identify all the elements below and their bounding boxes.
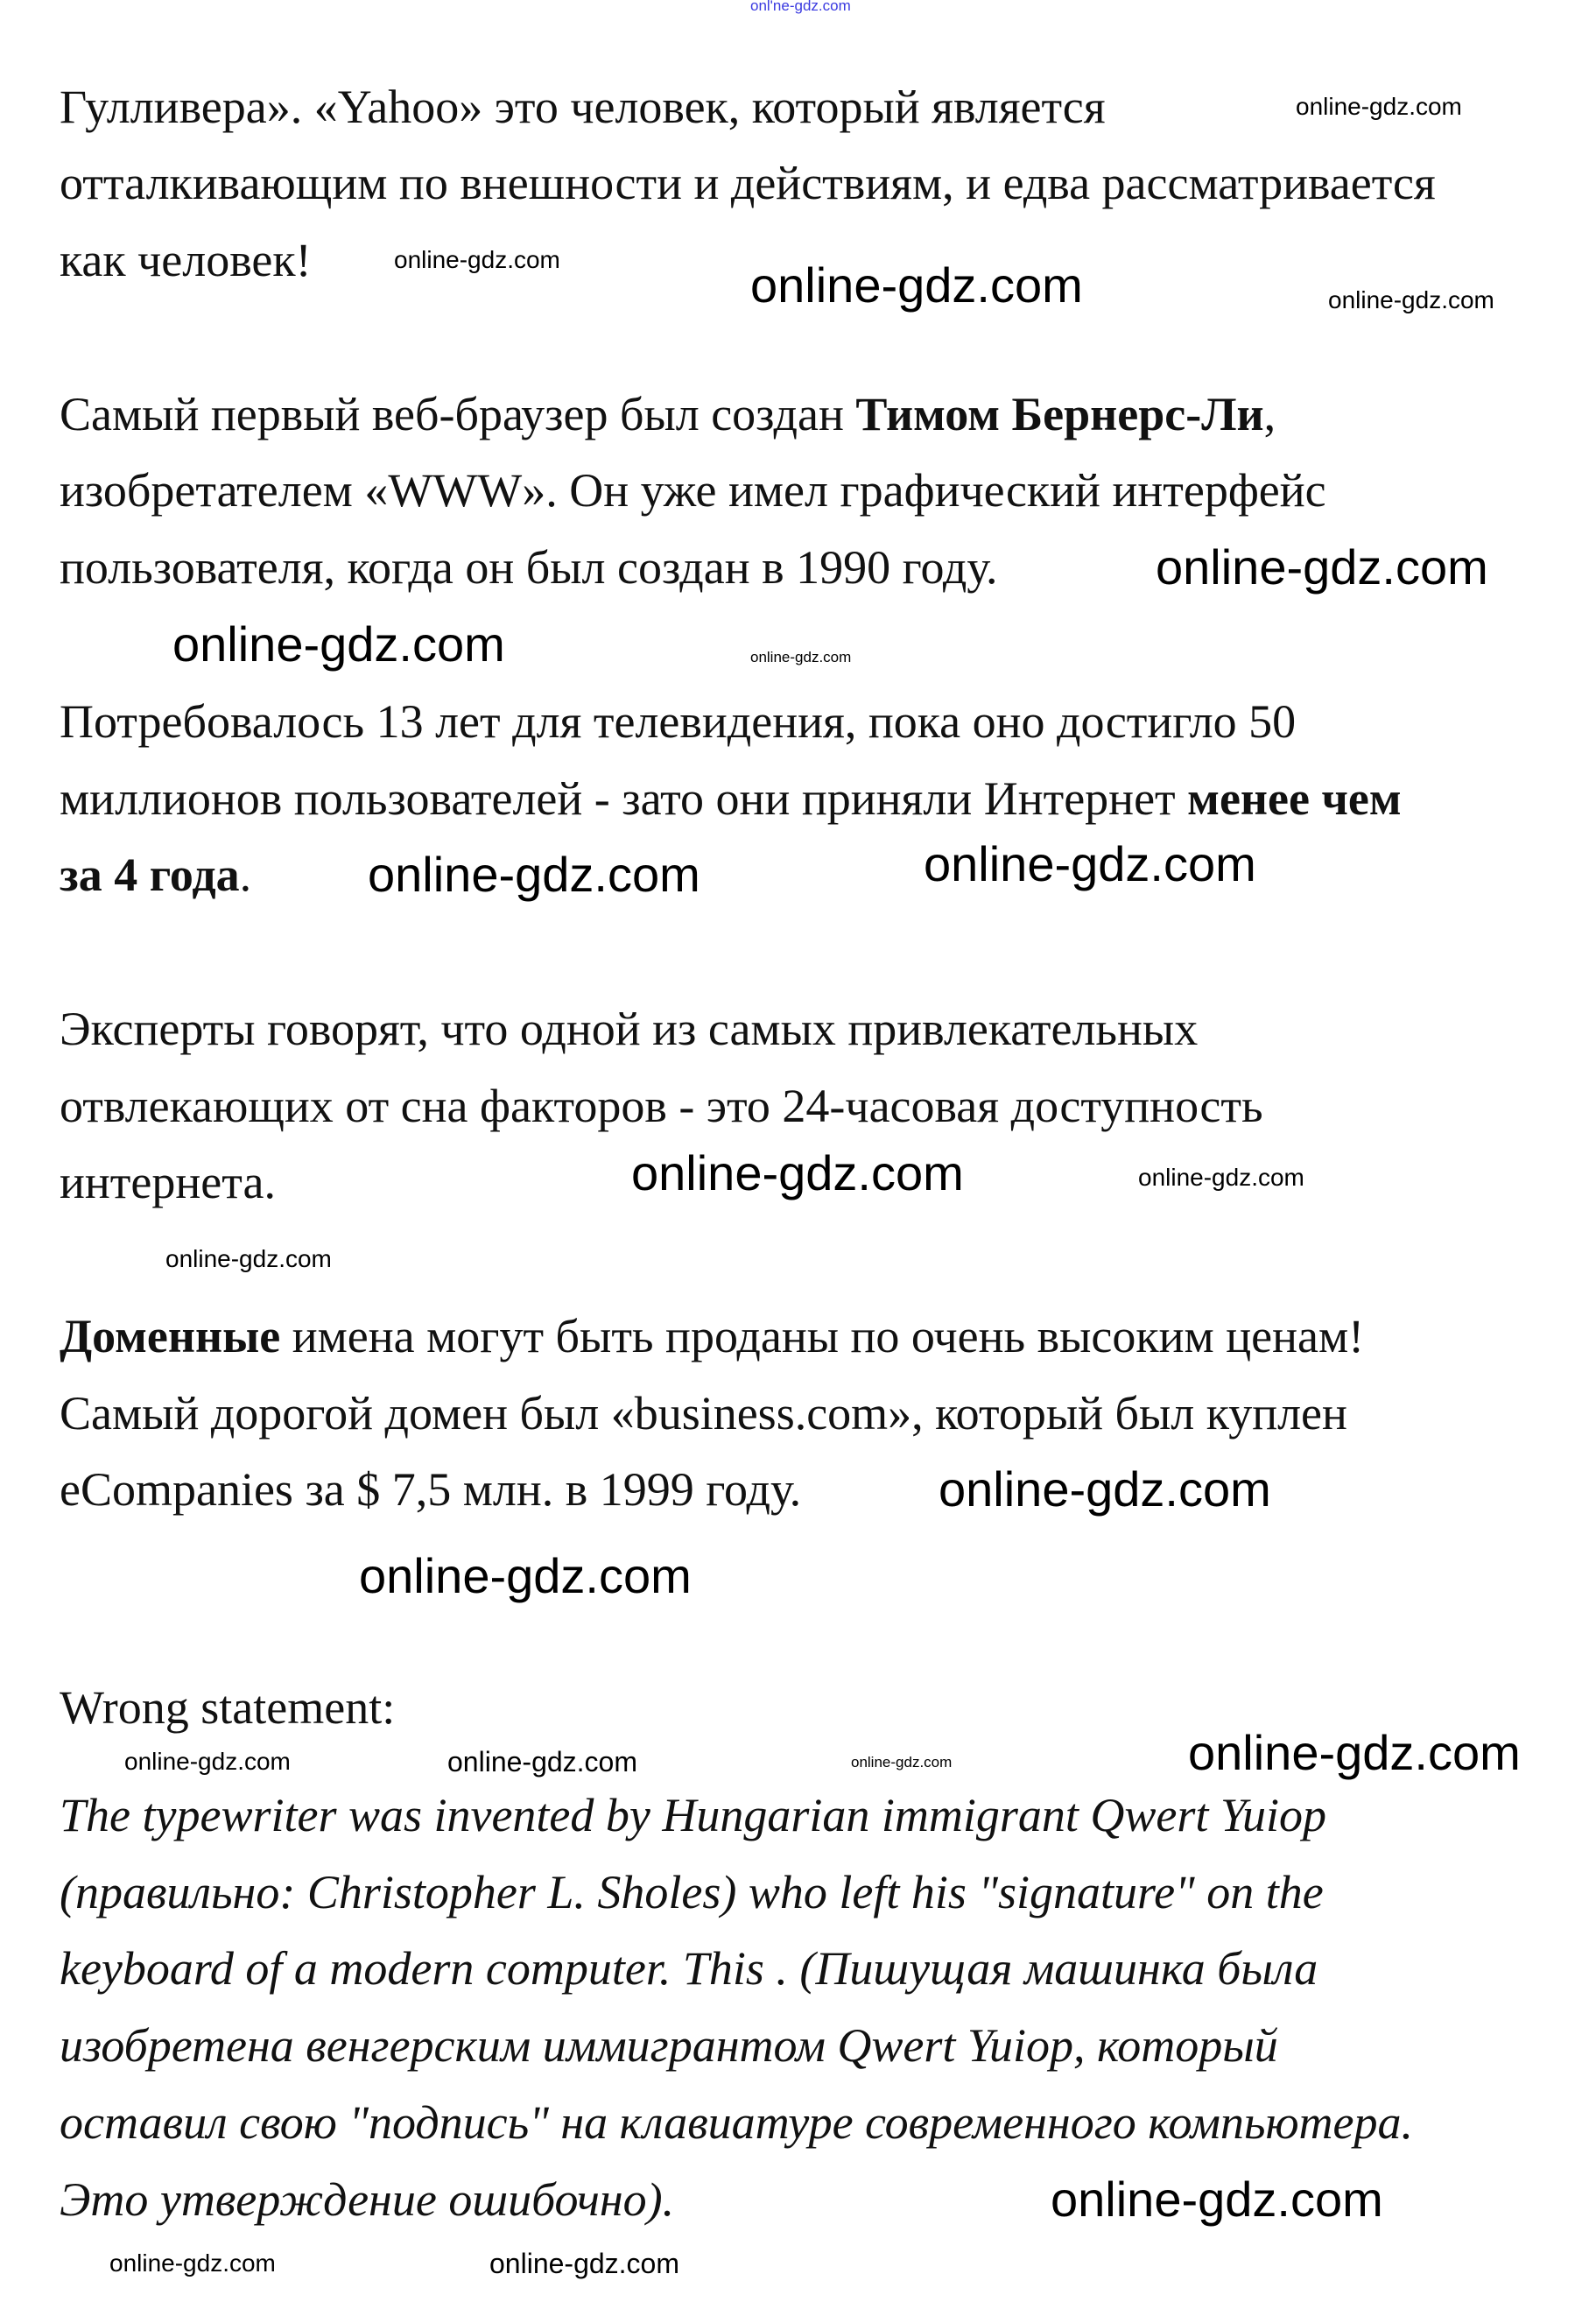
watermark: online-gdz.com	[750, 257, 1083, 313]
text-segment: пользователя, когда он был создан в 1990 году.	[60, 541, 998, 594]
watermark: online-gdz.com	[750, 648, 852, 665]
text-line	[60, 694, 1296, 749]
text-segment: интернета.	[60, 1156, 276, 1208]
watermark: online-gdz.com	[368, 847, 700, 902]
text-line	[60, 156, 1436, 210]
text-line	[60, 1941, 1318, 1996]
text-segment: ,	[1263, 388, 1276, 440]
bold-text: Доменные	[60, 1310, 281, 1362]
watermark: online-gdz.com	[172, 616, 505, 672]
text-segment: как человек!	[60, 234, 312, 286]
watermark: online-gdz.com	[489, 2248, 679, 2279]
text-segment: Это утверждение ошибочно).	[60, 2173, 675, 2226]
text-segment: Потребовалось 13 лет для телевидения, пока оно достигло 50	[60, 695, 1297, 748]
watermark: online-gdz.com	[394, 246, 560, 273]
watermark: online-gdz.com	[447, 1746, 637, 1778]
watermark: online-gdz.com	[1138, 1164, 1304, 1191]
bold-text: Тимом Бернерс-Ли	[855, 388, 1264, 440]
text-line	[60, 1788, 1326, 1842]
watermark: online-gdz.com	[165, 1245, 332, 1272]
text-line	[60, 848, 251, 902]
text-line	[60, 233, 312, 287]
text-segment: eCompanies за $ 7,5 млн. в 1999 году.	[60, 1463, 802, 1516]
text-segment: имена могут быть проданы по очень высоким ценам!	[280, 1310, 1365, 1362]
watermark: online-gdz.com	[1328, 286, 1494, 313]
watermark: online-gdz.com	[1188, 1725, 1521, 1780]
text-line	[60, 2172, 674, 2227]
text-line	[60, 2018, 1278, 2073]
text-line	[60, 1386, 1347, 1440]
text-segment: Самый первый веб-браузер был создан	[60, 388, 856, 440]
text-line	[60, 540, 997, 595]
watermark: online-gdz.com	[924, 836, 1256, 891]
watermark: online-gdz.com	[851, 1753, 953, 1770]
text-line	[60, 80, 1106, 134]
text-segment: изобретателем «WWW». Он уже имел графический интерфейс	[60, 464, 1326, 517]
text-line	[60, 1865, 1324, 1919]
text-segment: Самый дорогой домен был «business.com», который был куплен	[60, 1387, 1347, 1440]
watermark: online-gdz.com	[1051, 2172, 1383, 2227]
text-line	[60, 1079, 1263, 1133]
text-segment: Гулливера». «Yahoo» это человек, который является	[60, 81, 1106, 133]
text-segment: миллионов пользователей - зато они приняли Интернет	[60, 772, 1188, 825]
text-line	[60, 1002, 1198, 1056]
text-segment: Эксперты говорят, что одной из самых привлекательных	[60, 1003, 1199, 1055]
watermark: online-gdz.com	[109, 2249, 276, 2277]
text-segment: оставил свою "подпись" на клавиатуре современного компьютера.	[60, 2096, 1414, 2149]
watermark: online-gdz.com	[124, 1748, 291, 1775]
watermark: online-gdz.com	[939, 1461, 1271, 1517]
text-segment: Wrong statement:	[60, 1681, 396, 1734]
text-line	[60, 1155, 276, 1209]
text-segment: The typewriter was invented by Hungarian immigrant Qwert Yuiop	[60, 1789, 1326, 1841]
text-line	[60, 463, 1326, 517]
text-segment: отталкивающим по внешности и действиям, и едва рассматривается	[60, 157, 1436, 209]
watermark: online-gdz.com	[1156, 539, 1488, 595]
text-segment: (правильно: Christopher L. Sholes) who left his "signature" on the	[60, 1866, 1324, 1918]
bold-text: менее чем	[1187, 772, 1402, 825]
text-line	[60, 1462, 801, 1517]
text-line	[60, 1680, 395, 1735]
text-segment: keyboard of a modern computer. This . (Пишущая машинка была	[60, 1942, 1318, 1995]
text-line	[60, 771, 1402, 826]
text-segment: .	[239, 848, 252, 901]
text-line	[60, 1309, 1364, 1363]
watermark: onl'ne-gdz.com	[750, 0, 851, 14]
watermark: online-gdz.com	[1296, 93, 1462, 120]
text-segment: отвлекающих от сна факторов - это 24-часовая доступность	[60, 1080, 1263, 1132]
watermark: online-gdz.com	[359, 1548, 692, 1603]
text-segment: изобретена венгерским иммигрантом Qwert Yuiop, который	[60, 2019, 1278, 2072]
text-line	[60, 387, 1276, 441]
watermark: online-gdz.com	[631, 1145, 964, 1200]
text-line	[60, 2095, 1413, 2150]
bold-text: за 4 года	[60, 848, 240, 901]
